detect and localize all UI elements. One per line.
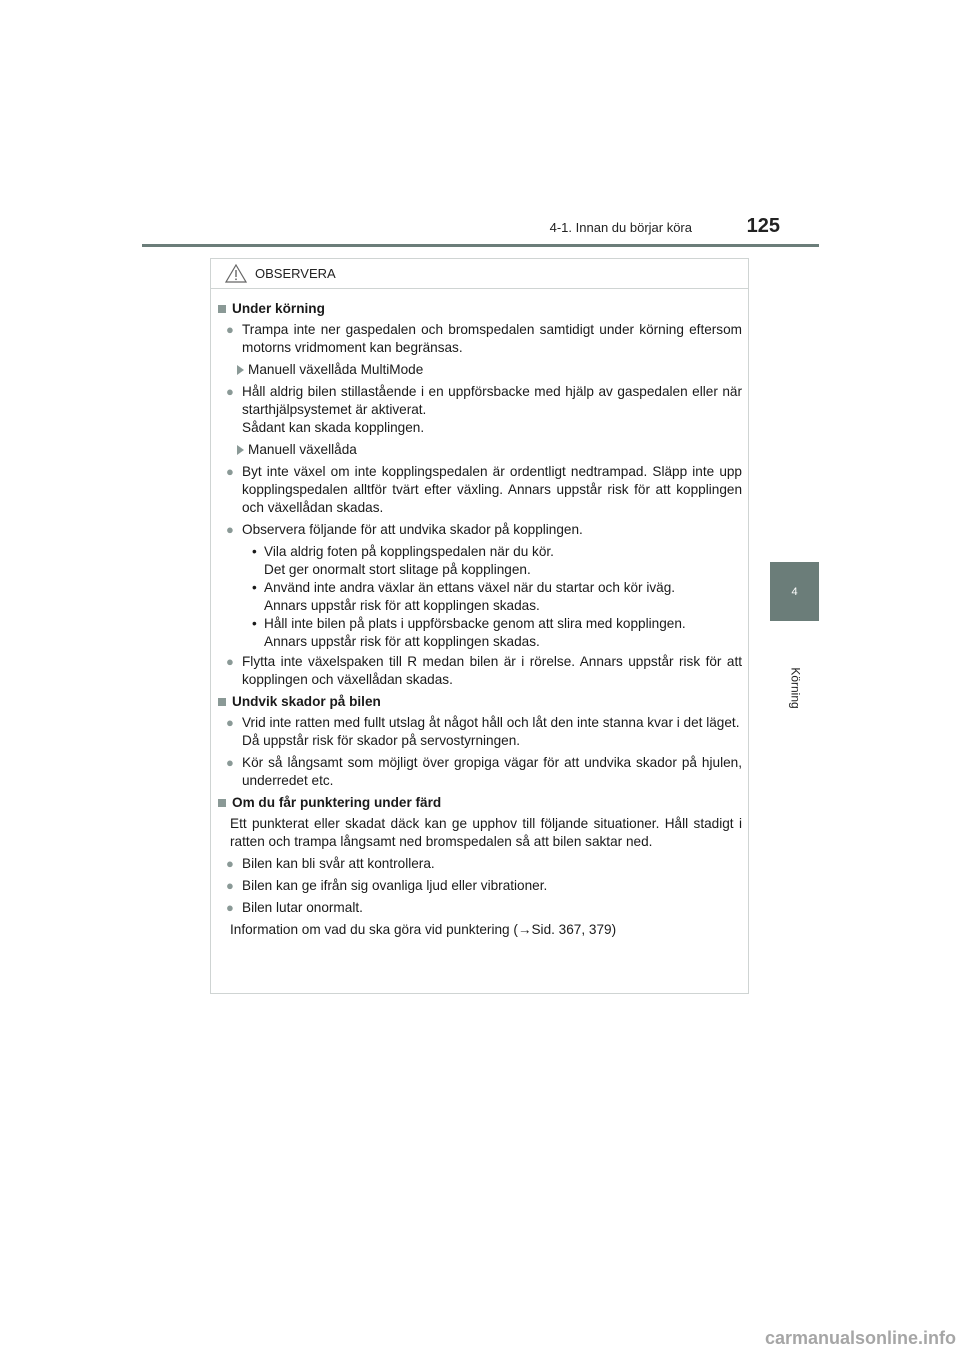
list-item: ● Byt inte växel om inte kopplingspedalen är ordentligt nedtrampad. Släpp inte upp kopplingspedalen alltför tvärt efter växling. Annars uppstår risk för att kopplingen och växellådan skadas. bbox=[226, 464, 742, 515]
chapter-number: 4 bbox=[791, 585, 798, 598]
triangle-arrow-icon bbox=[237, 445, 244, 455]
section-heading: Om du får punktering under färd bbox=[217, 794, 742, 812]
list-item: ● Håll aldrig bilen stillastående i en uppförsbacke med hjälp av gaspedalen eller när starthjälpsystemet är aktiverat. Sådant kan skada kopplingen. bbox=[226, 384, 742, 435]
dot-item: • Använd inte andra växlar än ettans växel när du startar och kör iväg. Annars uppstår risk för att kopplingen skadas. bbox=[252, 580, 676, 613]
notice-box bbox=[210, 258, 749, 994]
sub-heading: Manuell växellåda bbox=[226, 441, 742, 459]
list-item: ● Bilen kan bli svår att kontrollera. bbox=[226, 856, 435, 871]
list-item: ● Vrid inte ratten med fullt utslag åt något håll och låt den inte stanna kvar i det läget. Då uppstår risk för skador på servostyrningen. bbox=[226, 715, 740, 748]
dot-list bbox=[217, 543, 742, 651]
page-reference[interactable]: Information om vad du ska göra vid punktering (→Sid. 367, 379) bbox=[230, 922, 617, 937]
notice-body bbox=[211, 289, 748, 939]
notice-title: OBSERVERA bbox=[255, 266, 336, 281]
bullet-icon: ● bbox=[226, 654, 234, 669]
list-item: ● Kör så långsamt som möjligt över gropiga vägar för att undvika skador på hjulen, underredet etc. bbox=[226, 755, 742, 788]
section-heading: Undvik skador på bilen bbox=[217, 693, 742, 711]
section-heading: Under körning bbox=[217, 300, 742, 318]
chapter-tab[interactable] bbox=[770, 562, 819, 621]
bullet-icon: ● bbox=[226, 715, 234, 730]
dot-item: • Vila aldrig foten på kopplingspedalen när du kör. Det ger onormalt stort slitage på kopplingen. bbox=[252, 544, 554, 577]
list-item: ● Bilen lutar onormalt. bbox=[226, 900, 363, 915]
bullet-icon: ● bbox=[226, 856, 234, 871]
warning-triangle-icon bbox=[225, 264, 247, 283]
bullet-icon: ● bbox=[226, 384, 234, 399]
header-rule bbox=[142, 244, 819, 247]
bullet-icon: ● bbox=[226, 322, 234, 337]
square-bullet-icon bbox=[218, 305, 226, 313]
section-intro: Ett punkterat eller skadat däck kan ge upphov till följande situationer. Håll stadigt i ratten och trampa långsamt ned bromspedalen så att bilen saktar ned. bbox=[230, 816, 742, 849]
list-item: ● Bilen kan ge ifrån sig ovanliga ljud eller vibrationer. bbox=[226, 878, 548, 893]
bullet-icon: ● bbox=[226, 900, 234, 915]
list-item: ● Trampa inte ner gaspedalen och bromspedalen samtidigt under körning eftersom motorns vridmoment kan begränsas. bbox=[226, 322, 742, 355]
square-bullet-icon bbox=[218, 698, 226, 706]
header-section-title: 4-1. Innan du börjar köra bbox=[549, 220, 692, 235]
list-item: ● Flytta inte växelspaken till R medan bilen är i rörelse. Annars uppstår risk för att kopplingen och växellådan skadas. bbox=[226, 654, 742, 687]
sub-heading: Manuell växellåda MultiMode bbox=[226, 361, 742, 379]
watermark: carmanualsonline.info bbox=[764, 1328, 956, 1348]
list-item: ● Observera följande för att undvika skador på kopplingen. bbox=[226, 522, 583, 537]
notice-header bbox=[211, 259, 748, 289]
page-number: 125 bbox=[746, 215, 780, 237]
bullet-icon: ● bbox=[226, 522, 234, 537]
bullet-icon: ● bbox=[226, 755, 234, 770]
chapter-label: Körning bbox=[788, 667, 803, 709]
triangle-arrow-icon bbox=[237, 365, 244, 375]
square-bullet-icon bbox=[218, 799, 226, 807]
bullet-icon: ● bbox=[226, 464, 234, 479]
bullet-icon: ● bbox=[226, 878, 234, 893]
dot-item: • Håll inte bilen på plats i uppförsbacke genom att slira med kopplingen. Annars uppstår risk för att kopplingen skadas. bbox=[252, 616, 686, 649]
